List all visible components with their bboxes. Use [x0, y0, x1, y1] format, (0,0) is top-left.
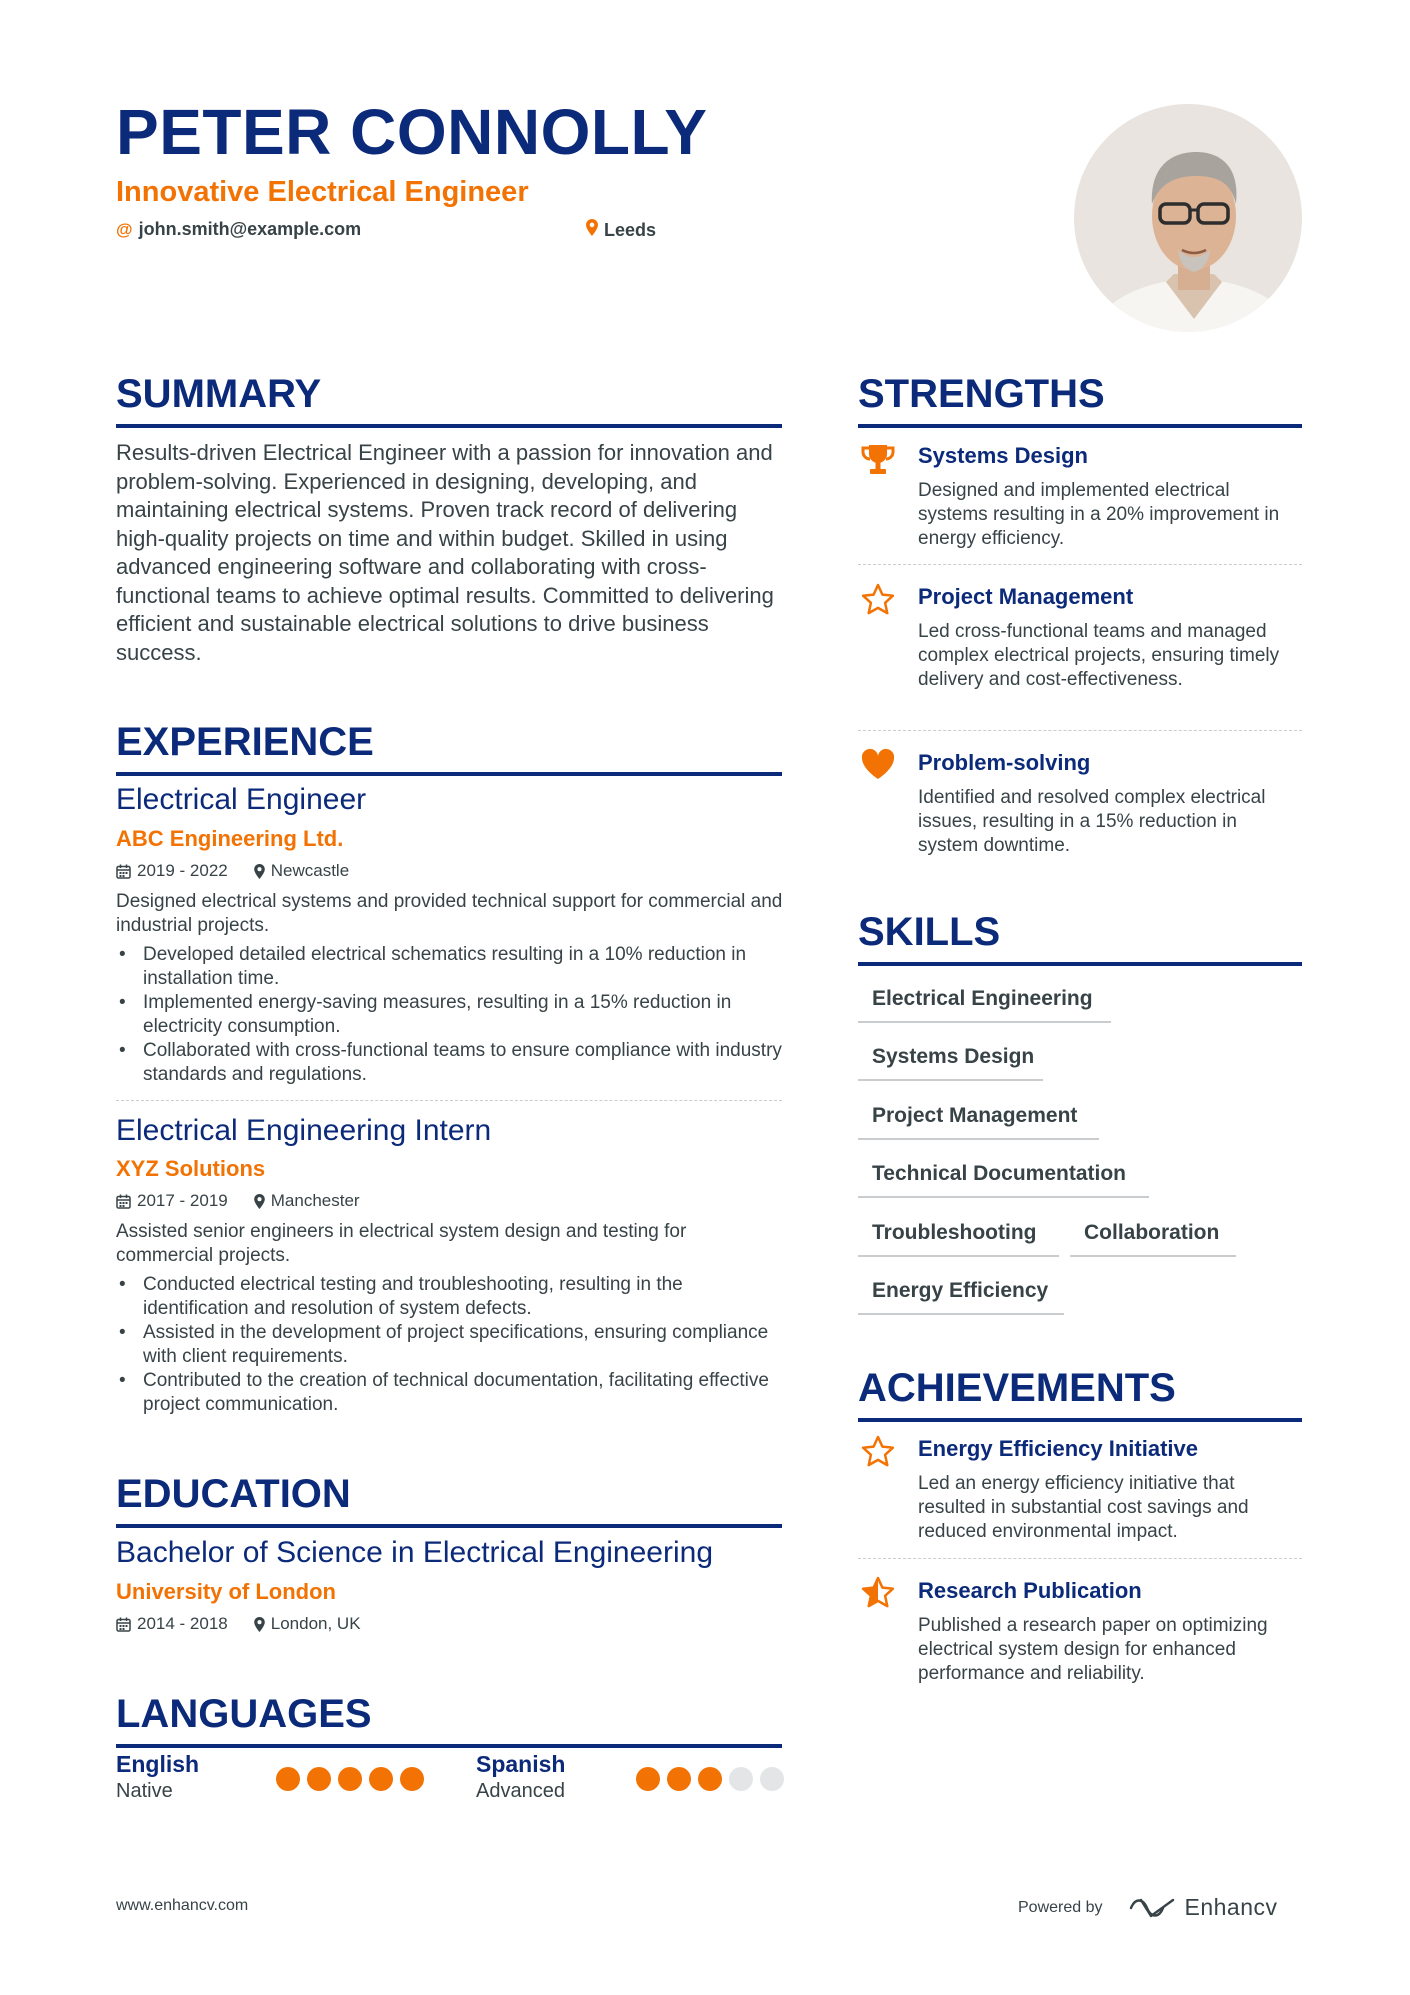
at-icon: @	[116, 219, 133, 239]
skill-tag: Electrical Engineering	[858, 987, 1111, 1023]
contact-email[interactable]	[116, 219, 361, 240]
languages-heading: LANGUAGES	[116, 1694, 782, 1748]
language-name: English	[116, 1751, 200, 1777]
footer-website[interactable]: www.enhancv.com	[116, 1897, 249, 1914]
calendar-icon	[116, 864, 131, 879]
achievements-heading: ACHIEVEMENTS	[858, 1368, 1302, 1422]
list-item: • Assisted in the development of project specifications, ensuring compliance with client requirements.	[116, 1321, 786, 1369]
location-text: Leeds	[604, 219, 657, 240]
footer-powered-by	[1018, 1894, 1278, 1921]
star-outline-icon	[858, 580, 898, 620]
strength-description: Identified and resolved complex electrical issues, resulting in a 15% reduction in system downtime.	[918, 787, 1266, 856]
summary-heading: SUMMARY	[116, 374, 782, 428]
job-location-text: Newcastle	[270, 861, 350, 880]
divider	[116, 1100, 782, 1101]
strength-title: Systems Design	[918, 443, 1088, 468]
language-name: Spanish	[476, 1751, 566, 1777]
star-outline-icon	[858, 1432, 898, 1472]
rating-dot-filled	[667, 1767, 691, 1791]
summary-text: Results-driven Electrical Engineer with a passion for innovation and problem-solving. Experienced in designing, developing, and maintaining electrical systems. Proven track record of delivering high-quality projects on time and within budget. Skilled in using advanced engineering software and collaborating with cross-functional teams to achieve optimal results. Committed to delivering efficient and sustainable electrical solutions to drive business success.	[116, 440, 774, 665]
skill-tag: Collaboration	[1070, 1221, 1236, 1257]
rating-dot-filled	[636, 1767, 660, 1791]
achievement-title: Research Publication	[918, 1578, 1142, 1603]
candidate-title: Innovative Electrical Engineer	[116, 176, 529, 208]
skill-tag: Technical Documentation	[858, 1162, 1149, 1198]
skill-tag: Energy Efficiency	[858, 1279, 1064, 1315]
list-item: • Implemented energy-saving measures, resulting in a 15% reduction in electricity consumption.	[116, 991, 786, 1039]
education-dates	[116, 1614, 228, 1634]
education-dates-text: 2014 - 2018	[137, 1614, 228, 1633]
job-description: Assisted senior engineers in electrical system design and testing for commercial projects.	[116, 1221, 687, 1266]
skills-heading: SKILLS	[858, 912, 1302, 966]
divider	[858, 730, 1302, 731]
calendar-icon	[116, 1194, 131, 1209]
achievement-description: Led an energy efficiency initiative that resulted in substantial cost savings and reduced environmental impact.	[918, 1473, 1249, 1542]
location-pin-icon	[586, 219, 598, 241]
job-company: XYZ Solutions	[116, 1156, 266, 1181]
location-pin-icon	[254, 1617, 265, 1632]
email-text: john.smith@example.com	[138, 219, 362, 239]
strength-title: Project Management	[918, 584, 1134, 609]
job-location-text: Manchester	[270, 1191, 360, 1210]
enhancv-logo-icon	[1129, 1896, 1175, 1920]
contact-location	[586, 219, 656, 241]
education-location-text: London, UK	[270, 1614, 361, 1633]
language-level: Advanced	[476, 1780, 565, 1802]
job-company: ABC Engineering Ltd.	[116, 826, 344, 851]
trophy-icon	[858, 440, 898, 480]
skill-tag: Project Management	[858, 1104, 1099, 1140]
rating-dot-filled	[276, 1767, 300, 1791]
skill-tag: Systems Design	[858, 1045, 1043, 1081]
strengths-heading: STRENGTHS	[858, 374, 1302, 428]
rating-dot-filled	[338, 1767, 362, 1791]
location-pin-icon	[254, 864, 265, 879]
job-title: Electrical Engineer	[116, 783, 367, 816]
job-bullets	[116, 1273, 786, 1417]
list-item: • Collaborated with cross-functional teams to ensure compliance with industry standards and regulations.	[116, 1039, 786, 1087]
brand-logo[interactable]	[1129, 1894, 1278, 1921]
achievement-description: Published a research paper on optimizing electrical system design for enhanced performance and reliability.	[918, 1615, 1268, 1684]
strength-description: Led cross-functional teams and managed complex electrical projects, ensuring timely delivery and cost-effectiveness.	[918, 621, 1280, 690]
profile-photo	[1074, 104, 1302, 332]
language-level: Native	[116, 1780, 173, 1802]
heart-icon	[858, 744, 898, 784]
rating-dot-empty	[729, 1767, 753, 1791]
education-location	[254, 1614, 361, 1634]
rating-dot-filled	[698, 1767, 722, 1791]
skill-tag: Troubleshooting	[858, 1221, 1059, 1257]
job-meta	[116, 861, 375, 881]
list-item: • Conducted electrical testing and troubleshooting, resulting in the identification and resolution of system defects.	[116, 1273, 786, 1321]
strength-title: Problem-solving	[918, 750, 1091, 775]
rating-dot-filled	[400, 1767, 424, 1791]
achievement-title: Energy Efficiency Initiative	[918, 1436, 1198, 1461]
degree-title: Bachelor of Science in Electrical Engineering	[116, 1536, 713, 1569]
strength-description: Designed and implemented electrical systems resulting in a 20% improvement in energy efficiency.	[918, 480, 1280, 549]
job-title: Electrical Engineering Intern	[116, 1114, 492, 1147]
calendar-icon	[116, 1617, 131, 1632]
star-half-icon	[858, 1573, 898, 1613]
school-name: University of London	[116, 1579, 336, 1604]
experience-heading: EXPERIENCE	[116, 722, 782, 776]
job-bullets	[116, 943, 786, 1087]
education-heading: EDUCATION	[116, 1474, 782, 1528]
language-rating	[276, 1767, 424, 1791]
candidate-name: PETER CONNOLLY	[116, 96, 708, 168]
job-dates	[116, 861, 228, 881]
location-pin-icon	[254, 1194, 265, 1209]
job-dates-text: 2017 - 2019	[137, 1191, 228, 1210]
job-location	[254, 861, 349, 881]
rating-dot-empty	[760, 1767, 784, 1791]
job-dates	[116, 1191, 228, 1211]
divider	[858, 564, 1302, 565]
rating-dot-filled	[307, 1767, 331, 1791]
job-description: Designed electrical systems and provided technical support for commercial and industrial projects.	[116, 891, 783, 936]
powered-by-text: Powered by	[1018, 1898, 1103, 1916]
list-item: • Developed detailed electrical schematics resulting in a 10% reduction in installation time.	[116, 943, 786, 991]
job-location	[254, 1191, 360, 1211]
education-meta	[116, 1614, 387, 1634]
job-meta	[116, 1191, 386, 1211]
brand-name: Enhancv	[1184, 1894, 1278, 1920]
list-item: • Contributed to the creation of technical documentation, facilitating effective project communication.	[116, 1369, 786, 1417]
job-dates-text: 2019 - 2022	[137, 861, 228, 880]
language-rating	[636, 1767, 784, 1791]
rating-dot-filled	[369, 1767, 393, 1791]
divider	[858, 1558, 1302, 1559]
